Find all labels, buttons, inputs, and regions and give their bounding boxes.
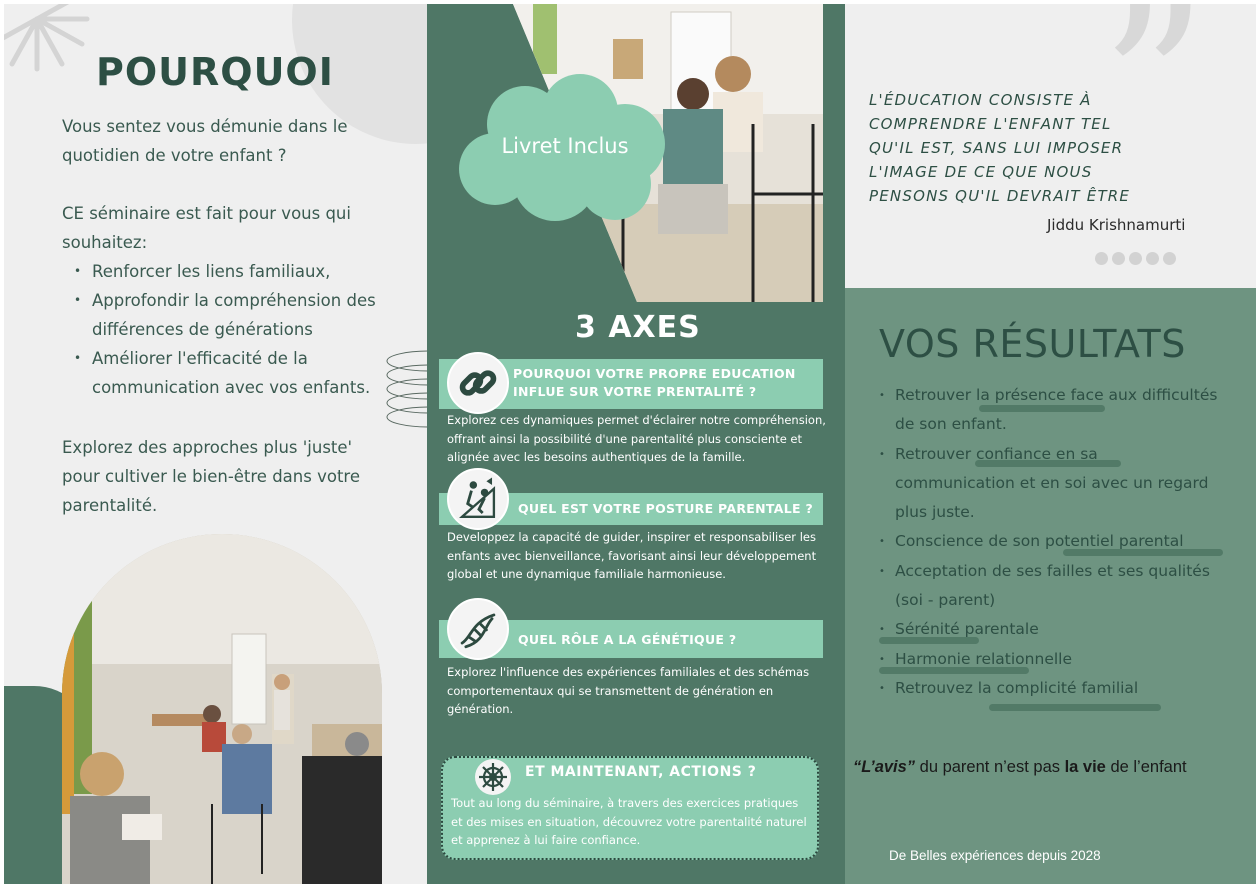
list-item: • Retrouvez la complicité familial	[879, 674, 1219, 703]
axis-3-description: Explorez l'influence des expériences familiales et des schémas comportementaux qui se transmettent de génération en génération.	[447, 665, 810, 716]
list-item: • Renforcer les liens familiaux,	[62, 257, 402, 286]
dna-icon	[447, 598, 509, 660]
chain-link-icon	[447, 352, 509, 414]
dot	[1112, 252, 1125, 265]
avis-statement: “L’avis” du parent n’est pas la vie de l’enfant	[853, 758, 1187, 776]
benefits-list	[62, 257, 402, 402]
dot	[1163, 252, 1176, 265]
dot	[1129, 252, 1142, 265]
livret-inclus-label: Livret Inclus	[501, 134, 629, 158]
actions-box	[441, 756, 819, 860]
quote-author: Jiddu Krishnamurti	[1047, 216, 1186, 234]
axis-2-title: QUEL EST VOTRE POSTURE PARENTALE ?	[518, 501, 814, 516]
middle-panel	[427, 4, 845, 884]
results-panel	[845, 288, 1256, 884]
quote-panel	[845, 4, 1256, 288]
climbing-support-icon	[447, 468, 509, 530]
lead-text: CE séminaire est fait pour vous qui souhaitez:	[62, 204, 351, 252]
seminar-room-photo	[62, 534, 382, 884]
experience-footer: De Belles expériences depuis 2028	[889, 848, 1101, 863]
actions-description: Tout au long du séminaire, à travers des exercices pratiques et des mises en situation, découvrez votre parentalité naturel et apprenez à lui faire confiance.	[451, 796, 807, 847]
ship-wheel-icon	[475, 759, 511, 795]
axis-2-description: Developpez la capacité de guider, inspirer et responsabiliser les enfants avec bienveillance, favorisant ainsi leur développement global et une dynamique familiale harmonieuse.	[447, 530, 817, 581]
left-panel	[4, 4, 428, 884]
axis-1-title: POURQUOI VOTRE PROPRE EDUCATION INFLUE SUR VOTRE PRENTALITÉ ?	[513, 366, 796, 399]
actions-title: ET MAINTENANT, ACTIONS ?	[525, 764, 757, 780]
list-item: • Améliorer l'efficacité de la communication avec vos enfants.	[62, 344, 402, 402]
pagination-dots	[1095, 250, 1180, 269]
list-item: • Sérénité parentale	[879, 615, 1219, 644]
results-list	[879, 381, 1219, 703]
coil-decoration-icon	[384, 349, 428, 434]
dot	[1146, 252, 1159, 265]
axis-1-description: Explorez ces dynamiques permet d'éclairer notre compréhension, offrant ainsi la possibilité d'une parentalité plus consciente et alignée avec les besoins authentiques de la famille.	[447, 413, 826, 464]
quote-mark-icon: ”	[1100, 4, 1208, 207]
highlight-stroke	[989, 704, 1161, 711]
pourquoi-title: POURQUOI	[96, 50, 334, 94]
results-title: VOS RÉSULTATS	[879, 322, 1186, 366]
list-item: • Retrouver confiance en sa communication et en soi avec un regard plus juste.	[879, 440, 1219, 528]
list-item: • Approfondir la compréhension des différences de générations	[62, 286, 402, 344]
dot	[1095, 252, 1108, 265]
list-item: • Harmonie relationnelle	[879, 645, 1219, 674]
quote-text: L'ÉDUCATION CONSISTE À COMPRENDRE L'ENFANT TEL QU'IL EST, SANS LUI IMPOSER L'IMAGE DE CE QUE NOUS PENSONS QU'IL DEVRAIT ÊTRE	[869, 91, 1131, 205]
axis-3-title: QUEL RÔLE A LA GÉNÉTIQUE ?	[518, 632, 737, 647]
sunburst-icon	[4, 4, 92, 74]
list-item: • Acceptation de ses failles et ses qualités (soi - parent)	[879, 557, 1219, 616]
axes-heading: 3 AXES	[575, 310, 701, 345]
intro-text: Vous sentez vous démunie dans le quotidien de votre enfant ?	[62, 117, 348, 165]
list-item: • Conscience de son potentiel parental	[879, 527, 1219, 556]
outro-text: Explorez des approches plus 'juste' pour cultiver le bien-être dans votre parentalité.	[62, 438, 360, 515]
list-item: • Retrouver la présence face aux difficultés de son enfant.	[879, 381, 1219, 440]
